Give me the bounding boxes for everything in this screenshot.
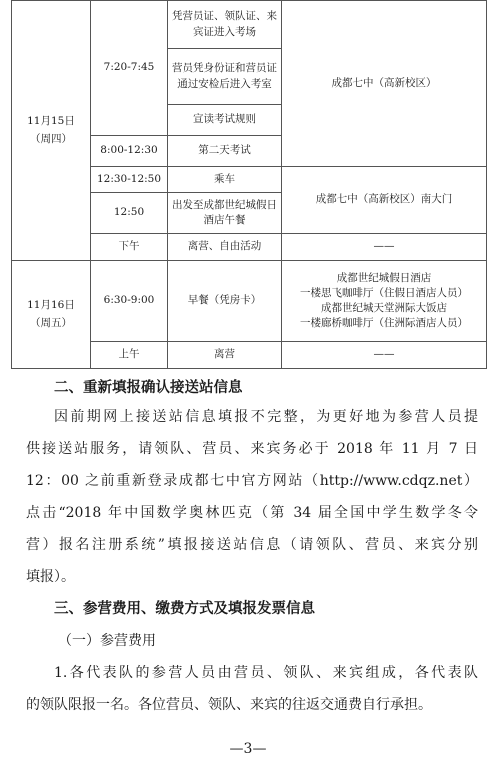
time-cell: 下午 bbox=[91, 234, 168, 261]
location-line: 成都世纪城假日酒店 bbox=[336, 271, 432, 284]
activity-cell: 凭营员证、领队证、来宾证进入考场 bbox=[168, 1, 282, 49]
location-line: 一楼廊桥咖啡厅（住洲际酒店人员） bbox=[300, 317, 468, 330]
location-cell: —— bbox=[282, 342, 487, 369]
weekday-label: （周四） bbox=[30, 132, 72, 145]
paragraph-line: 因前期网上接送站信息填报不完整，为更好地为参营人员提 bbox=[54, 409, 478, 425]
location-line: 成都世纪城天堂洲际大饭店 bbox=[321, 302, 447, 314]
paragraph-line: 营）报名注册系统”填报接送站信息（请领队、营员、来宾分别 bbox=[26, 537, 478, 553]
paragraph-line: 12：00 之前重新登录成都七中官方网站（http://www.cdqz.net） bbox=[26, 473, 478, 489]
time-cell: 8:00-12:30 bbox=[91, 136, 168, 167]
activity-cell: 出发至成都世纪城假日酒店午餐 bbox=[168, 193, 282, 234]
paragraph-line: 的领队限报一名。各位营员、领队、来宾的往返交通费自行承担。 bbox=[26, 697, 432, 713]
section-3-heading: 三、参营费用、缴费方式及填报发票信息 bbox=[54, 600, 315, 617]
activity-cell: 宣读考试规则 bbox=[168, 105, 282, 136]
time-cell: 7:20-7:45 bbox=[91, 1, 168, 136]
date-cell bbox=[12, 1, 91, 261]
activity-cell: 早餐（凭房卡） bbox=[168, 261, 282, 342]
table-row bbox=[12, 1, 487, 49]
time-cell: 6:30-9:00 bbox=[91, 261, 168, 342]
schedule-table bbox=[11, 0, 487, 369]
location-cell: —— bbox=[282, 234, 487, 261]
location-cell: 成都七中（高新校区） bbox=[282, 1, 487, 167]
page-number: —3— bbox=[229, 741, 267, 757]
activity-cell: 离营 bbox=[168, 342, 282, 369]
location-line: 一楼思飞咖啡厅（住假日酒店人员） bbox=[300, 286, 468, 299]
activity-cell: 第二天考试 bbox=[168, 136, 282, 167]
paragraph-line: 供接送站服务，请领队、营员、来宾务必于 2018 年 11 月 7 日 bbox=[26, 441, 478, 457]
paragraph-line: 1.各代表队的参营人员由营员、领队、来宾组成，各代表队 bbox=[54, 665, 478, 681]
activity-cell: 离营、自由活动 bbox=[168, 234, 282, 261]
time-cell: 12:50 bbox=[91, 193, 168, 234]
table-row bbox=[12, 261, 487, 342]
weekday-label: （周五） bbox=[30, 316, 72, 329]
time-cell: 上午 bbox=[91, 342, 168, 369]
date-label: 11月15日 bbox=[27, 114, 75, 127]
date-label: 11月16日 bbox=[27, 298, 75, 311]
activity-cell: 营员凭身份证和营员证通过安检后进入考室 bbox=[168, 49, 282, 105]
subsection-heading: （一）参营费用 bbox=[58, 633, 156, 649]
location-cell bbox=[282, 261, 487, 342]
activity-cell: 乘车 bbox=[168, 167, 282, 193]
location-cell: 成都七中（高新校区）南大门 bbox=[282, 167, 487, 234]
date-cell bbox=[12, 261, 91, 369]
paragraph-line: 点击“2018 年中国数学奥林匹克（第 34 届全国中学生数学冬令 bbox=[26, 505, 478, 521]
section-2-heading: 二、重新填报确认接送站信息 bbox=[54, 379, 243, 396]
paragraph-line: 填报）。 bbox=[26, 569, 75, 585]
time-cell: 12:30-12:50 bbox=[91, 167, 168, 193]
